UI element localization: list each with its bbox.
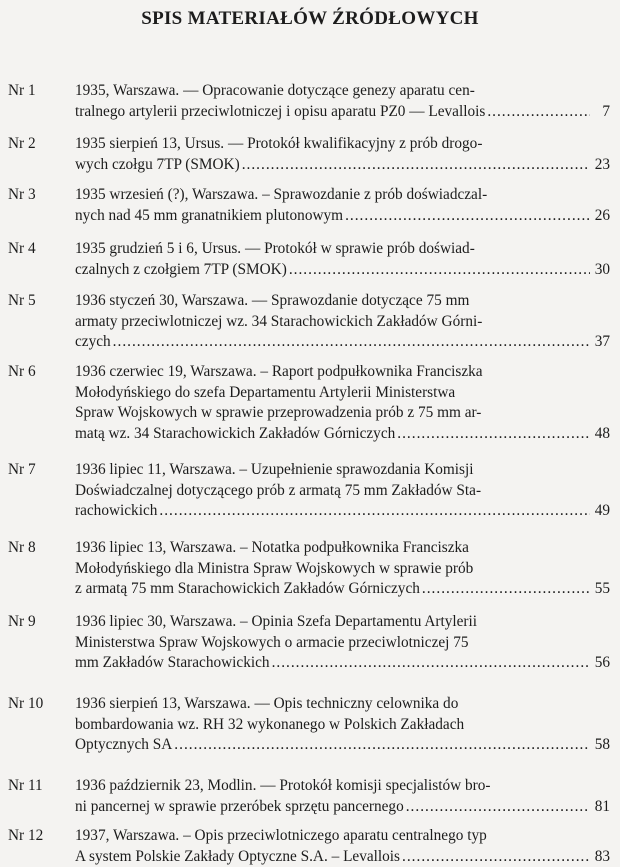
entry-line: 1936 lipiec 11, Warszawa. – Uzupełnienie sprawozdania Komisji	[75, 460, 610, 481]
entry-number: Nr 10	[8, 694, 43, 715]
entry-line: Ministerstwa Spraw Wojskowych o armacie przeciwlotniczej 75	[75, 633, 610, 654]
entry-number: Nr 6	[8, 362, 36, 383]
entry-line: Optycznych SA	[75, 735, 172, 756]
dot-leader	[402, 847, 590, 867]
entry-description	[75, 776, 610, 817]
entry-line: z armatą 75 mm Starachowickich Zakładów Górniczych	[75, 579, 420, 600]
page-title: SPIS MATERIAŁÓW ŹRÓDŁOWYCH	[0, 8, 620, 30]
dot-leader	[345, 206, 590, 227]
entry-line: 1935 wrzesień (?), Warszawa. – Sprawozdanie z prób doświadczal-	[75, 185, 610, 206]
entry-last-line	[75, 735, 610, 756]
page-number: 56	[592, 653, 610, 674]
entry-last-line	[75, 847, 610, 867]
entry-description	[75, 134, 610, 175]
dot-leader	[422, 579, 590, 600]
entry-number: Nr 12	[8, 826, 43, 847]
dot-leader	[406, 797, 590, 818]
entry-line: armaty przeciwlotniczej wz. 34 Starachowickich Zakładów Górni-	[75, 312, 610, 333]
entry-last-line	[75, 424, 610, 445]
entry-line: 1936 czerwiec 19, Warszawa. – Raport podpułkownika Franciszka	[75, 362, 610, 383]
entry-description	[75, 612, 610, 674]
page-number: 83	[592, 847, 610, 867]
page-number: 58	[592, 735, 610, 756]
entry-number: Nr 11	[8, 776, 43, 797]
entry-line: nych nad 45 mm granatnikiem plutonowym	[75, 206, 343, 227]
entry-description	[75, 826, 610, 867]
entry-last-line	[75, 260, 610, 281]
entry-line: 1936 październik 23, Modlin. — Protokół komisji specjalistów bro-	[75, 776, 610, 797]
dot-leader	[113, 332, 590, 353]
entry-line: Mołodyńskiego do szefa Departamentu Artylerii Ministerstwa	[75, 383, 610, 404]
entry-line: Spraw Wojskowych w sprawie przeprowadzenia prób z 75 mm ar-	[75, 403, 610, 424]
entry-line: 1936 styczeń 30, Warszawa. — Sprawozdanie dotyczące 75 mm	[75, 291, 610, 312]
entry-line: rachowickich	[75, 501, 157, 522]
page-number: 37	[592, 332, 610, 353]
entry-description	[75, 81, 610, 122]
page-number: 26	[592, 206, 610, 227]
entry-line: 1935 grudzień 5 i 6, Ursus. — Protokół w sprawie prób doświad-	[75, 239, 610, 260]
entry-last-line	[75, 501, 610, 522]
entry-number: Nr 7	[8, 460, 36, 481]
entry-number: Nr 3	[8, 185, 36, 206]
entry-last-line	[75, 579, 610, 600]
entry-number: Nr 1	[8, 81, 36, 102]
entry-line: matą wz. 34 Starachowickich Zakładów Górniczych	[75, 424, 395, 445]
entry-line: Mołodyńskiego dla Ministra Spraw Wojskowych w sprawie prób	[75, 559, 610, 580]
entry-line: A system Polskie Zakłady Optyczne S.A. – Levallois	[75, 847, 400, 867]
entry-last-line	[75, 797, 610, 818]
entry-last-line	[75, 155, 610, 176]
entry-description	[75, 538, 610, 600]
entry-description	[75, 362, 610, 444]
entry-description	[75, 185, 610, 226]
entry-number: Nr 9	[8, 612, 36, 633]
entry-last-line	[75, 102, 610, 123]
page-number: 81	[592, 797, 610, 818]
entry-line: 1936 sierpień 13, Warszawa. — Opis techniczny celownika do	[75, 694, 610, 715]
page-number: 7	[592, 102, 610, 123]
entry-description	[75, 239, 610, 280]
dot-leader	[397, 424, 590, 445]
page-number: 23	[592, 155, 610, 176]
entry-last-line	[75, 653, 610, 674]
entry-number: Nr 2	[8, 134, 36, 155]
entry-number: Nr 5	[8, 291, 36, 312]
entry-line: czalnych z czołgiem 7TP (SMOK)	[75, 260, 287, 281]
entry-line: tralnego artylerii przeciwlotniczej i opisu aparatu PZ0 — Levallois	[75, 102, 485, 123]
entry-description	[75, 460, 610, 522]
page-number: 49	[592, 501, 610, 522]
page-number: 30	[592, 260, 610, 281]
entry-line: 1936 lipiec 13, Warszawa. – Notatka podpułkownika Franciszka	[75, 538, 610, 559]
entry-line: bombardowania wz. RH 32 wykonanego w Polskich Zakładach	[75, 715, 610, 736]
entry-last-line	[75, 206, 610, 227]
entry-last-line	[75, 332, 610, 353]
entry-line: mm Zakładów Starachowickich	[75, 653, 270, 674]
entry-line: czych	[75, 332, 111, 353]
entry-line: 1935, Warszawa. — Opracowanie dotyczące genezy aparatu cen-	[75, 81, 610, 102]
page-number: 48	[592, 424, 610, 445]
entry-line: wych czołgu 7TP (SMOK)	[75, 155, 240, 176]
entry-description	[75, 291, 610, 353]
dot-leader	[174, 735, 590, 756]
dot-leader	[289, 260, 590, 281]
dot-leader	[272, 653, 590, 674]
entry-line: 1935 sierpień 13, Ursus. — Protokół kwalifikacyjny z prób drogo-	[75, 134, 610, 155]
entry-line: 1937, Warszawa. – Opis przeciwlotniczego aparatu centralnego typ	[75, 826, 610, 847]
entry-number: Nr 4	[8, 239, 36, 260]
page-number: 55	[592, 579, 610, 600]
dot-leader	[159, 501, 590, 522]
entry-line: ni pancernej w sprawie przeróbek sprzętu pancernego	[75, 797, 404, 818]
entry-line: 1936 lipiec 30, Warszawa. – Opinia Szefa Departamentu Artylerii	[75, 612, 610, 633]
dot-leader	[487, 102, 590, 123]
dot-leader	[242, 155, 590, 176]
entry-number: Nr 8	[8, 538, 36, 559]
entry-description	[75, 694, 610, 756]
entry-line: Doświadczalnej dotyczącego prób z armatą 75 mm Zakładów Sta-	[75, 481, 610, 502]
